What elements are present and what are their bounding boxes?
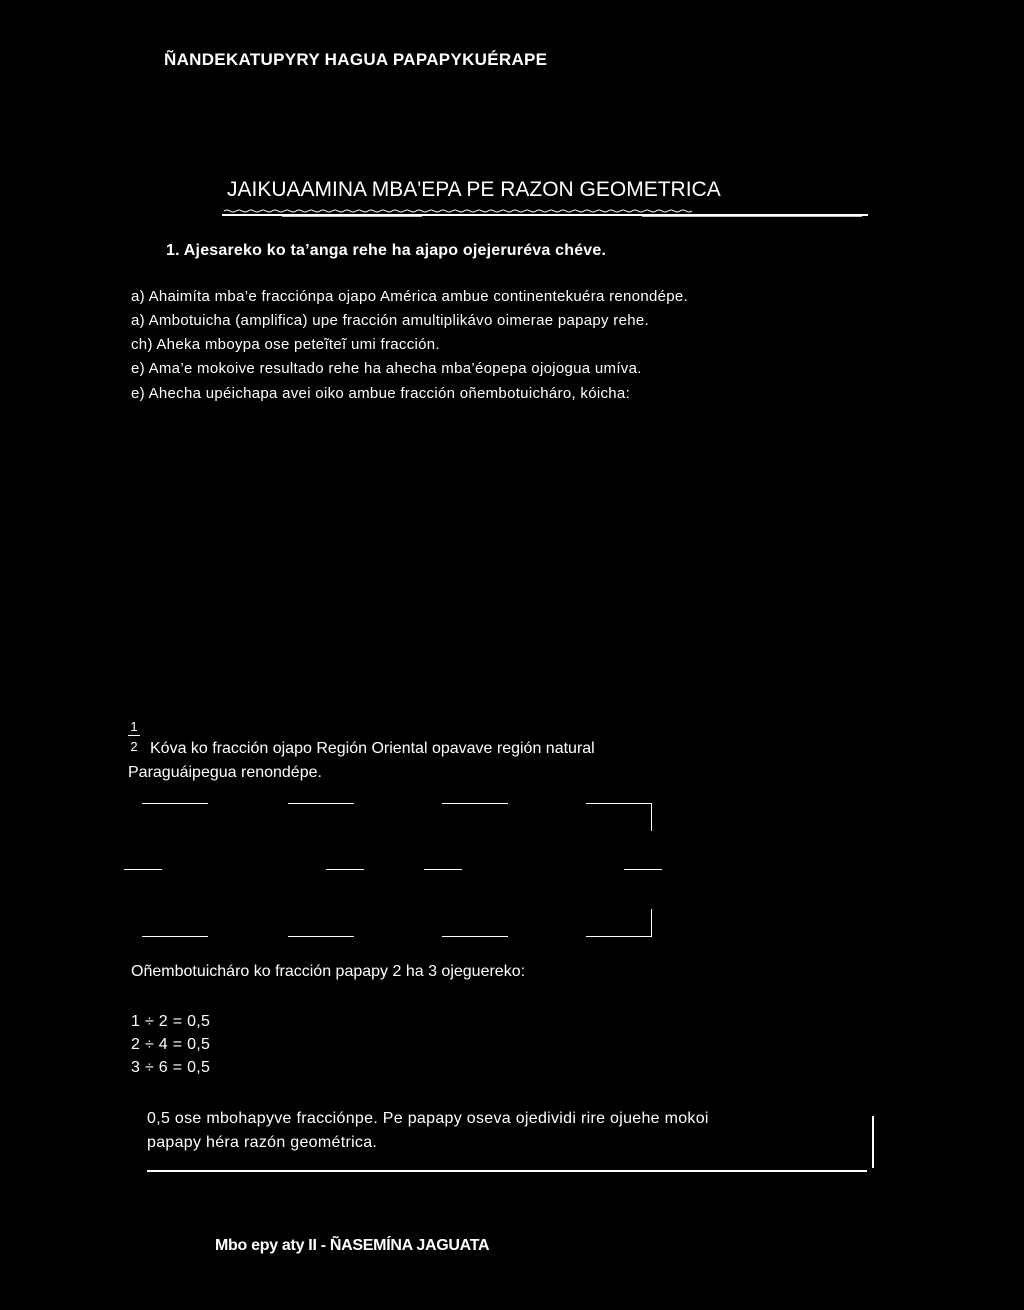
conclusion-text-cont: papapy héra razón geométrica. <box>147 1134 378 1151</box>
equation: 1 ÷ 2 = 0,5 <box>131 1013 211 1030</box>
task-item: ch) Aheka mboypa ose peteĩteĩ umi fracción. <box>131 336 440 353</box>
blank-line <box>442 803 508 804</box>
blank-line <box>442 936 508 937</box>
equation: 2 ÷ 4 = 0,5 <box>131 1036 211 1053</box>
box-bottom-border <box>147 1170 867 1172</box>
example-intro: Oñembotuicháro ko fracción papapy 2 ha 3 ojeguereko: <box>131 963 526 980</box>
blank-line <box>142 803 208 804</box>
blank-line <box>624 869 662 870</box>
blank-line <box>124 869 162 870</box>
fraction-denominator: 2 <box>130 739 138 754</box>
task-item: a) Ahaimíta mba’e fracciónpa ojapo América ambue continentekuéra renondépe. <box>131 288 688 305</box>
conclusion-text: 0,5 ose mbohapyve fracciónpe. Pe papapy oseva ojedividi rire ojuehe mokoi <box>147 1110 709 1127</box>
fraction-bar <box>128 735 140 736</box>
blank-line <box>288 803 354 804</box>
equation: 3 ÷ 6 = 0,5 <box>131 1059 211 1076</box>
fraction-description-cont: Paraguáipegua renondépe. <box>128 764 322 781</box>
blank-line <box>288 936 354 937</box>
task-item: e) Ama’e mokoive resultado rehe ha ahecha mba’éopepa ojojogua umíva. <box>131 360 642 377</box>
task-item: e) Ahecha upéichapa avei oiko ambue fracción oñembotuicháro, kóicha: <box>131 385 631 402</box>
title-underline <box>222 208 870 218</box>
bracket-right <box>651 909 652 936</box>
blank-line <box>142 936 208 937</box>
bracket-right <box>651 803 652 831</box>
blank-line <box>586 803 652 804</box>
blank-line <box>586 936 652 937</box>
page-footer: Mbo epy aty II - ÑASEMÍNA JAGUATA <box>215 1237 490 1254</box>
page-title: JAIKUAAMINA MBA'EPA PE RAZON GEOMETRICA <box>227 178 721 201</box>
fraction-numerator: 1 <box>130 719 138 734</box>
blank-line <box>326 869 364 870</box>
page-header: ÑANDEKATUPYRY HAGUA PAPAPYKUÉRAPE <box>164 50 548 69</box>
fraction-one-half <box>128 720 140 753</box>
blank-line <box>424 869 462 870</box>
task-item: a) Ambotuicha (amplifica) upe fracción amultiplikávo oimerae papapy rehe. <box>131 312 649 329</box>
box-right-border <box>872 1116 874 1168</box>
fraction-description: Kóva ko fracción ojapo Región Oriental opavave región natural <box>150 740 595 757</box>
question-1: 1. Ajesareko ko ta’anga rehe ha ajapo ojejeruréva chéve. <box>166 242 607 259</box>
